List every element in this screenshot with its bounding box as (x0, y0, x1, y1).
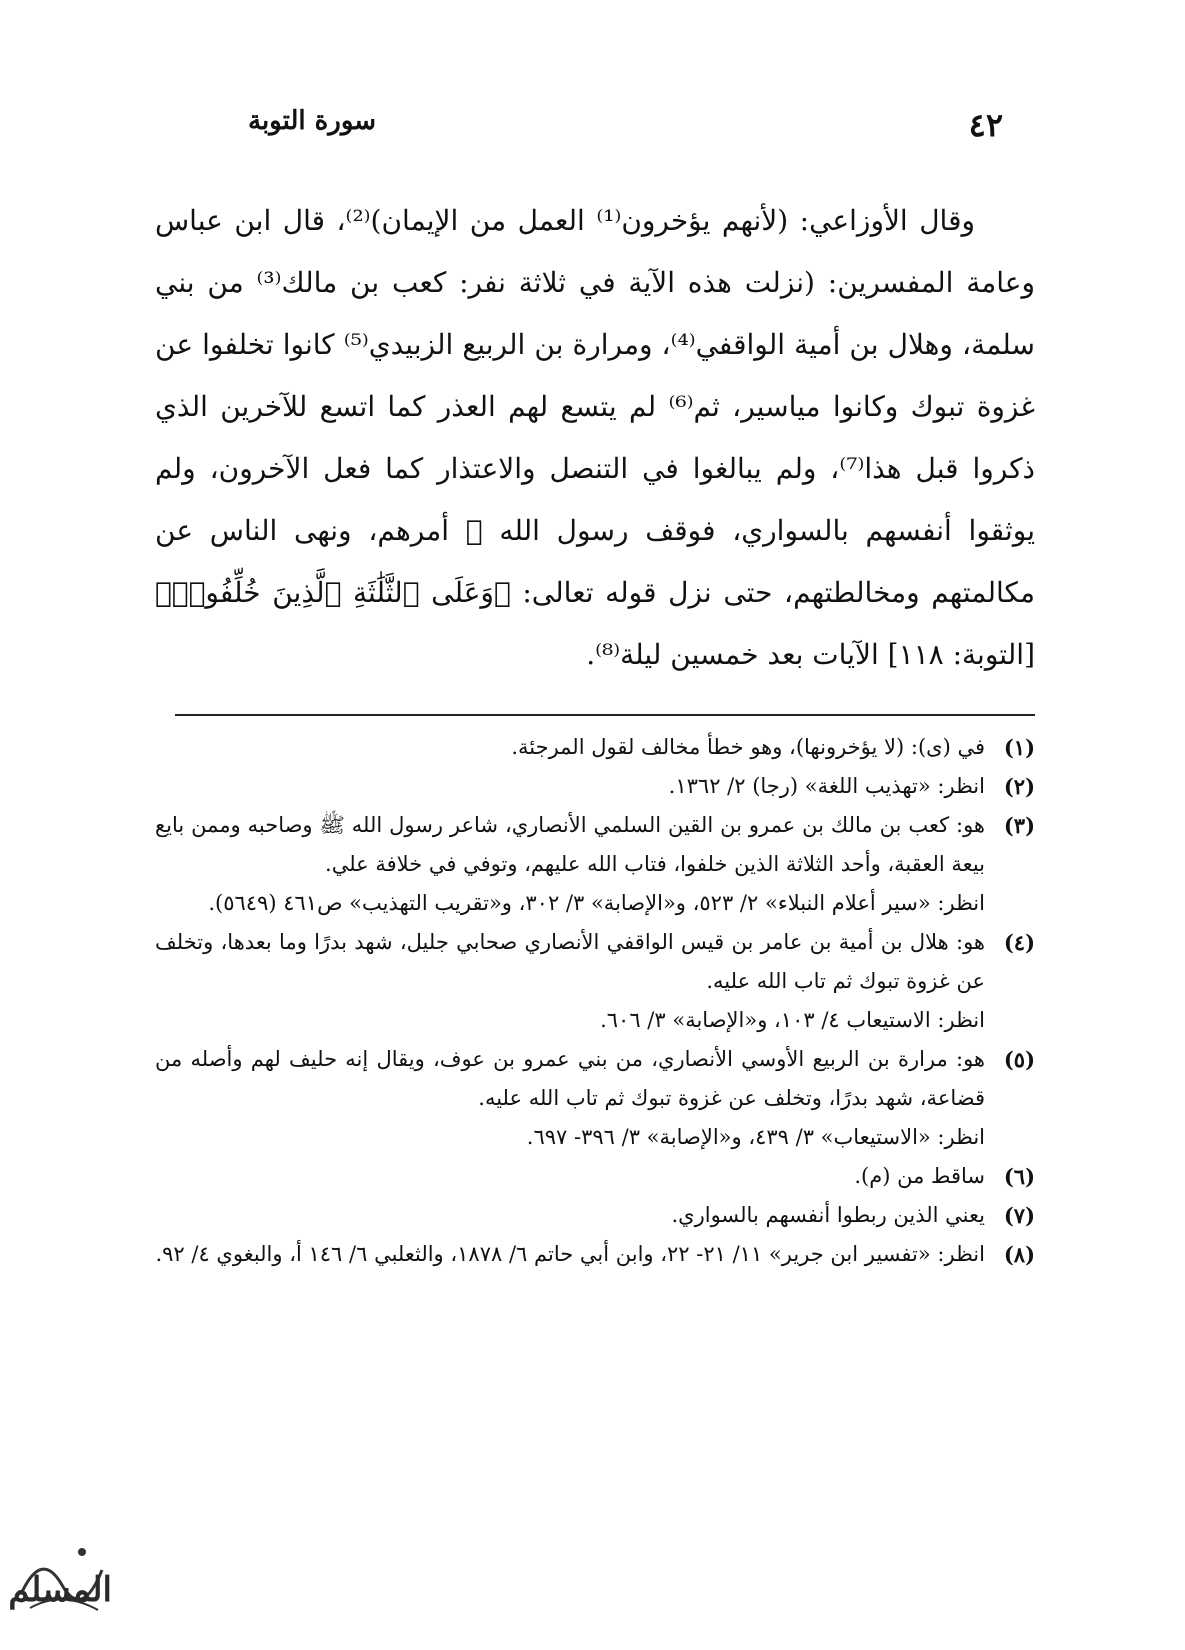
footnote-text (155, 1196, 985, 1235)
footnote-line: انظر: «الاستيعاب» ٣/ ٤٣٩، و«الإصابة» ٣/ ٣٩٦- ٦٩٧. (526, 1125, 985, 1149)
footnote-8 (155, 1235, 1035, 1274)
stamp-text: المسلم (8, 1570, 112, 1610)
footnote-6 (155, 1157, 1035, 1196)
footnote-line: انظر: «تهذيب اللغة» (رجا) ٢/ ١٣٦٢. (668, 774, 985, 798)
footnote-line: هو: كعب بن مالك بن عمرو بن القين السلمي الأنصاري، شاعر رسول الله ﷺ وصاحبه وممن بايع بيعة العقبة، وأحد الثلاثة الذين خلفوا، فتاب الله عليهم، وتوفي في خلافة علي. (155, 813, 985, 876)
footnote-2 (155, 767, 1035, 806)
footnote-1 (155, 728, 1035, 767)
footnote-7 (155, 1196, 1035, 1235)
footnote-number: (٥) (1003, 1047, 1035, 1072)
library-stamp-icon (8, 1530, 112, 1630)
footnote-line: هو: هلال بن أمية بن عامر بن قيس الواقفي الأنصاري صحابي جليل، شهد بدرًا وما بعدها، وتخلف عن غزوة تبوك ثم تاب الله عليه. (155, 930, 985, 993)
running-title: سورة التوبة (248, 106, 377, 136)
footnote-3 (155, 806, 1035, 923)
footnote-text (155, 806, 985, 923)
footnote-line: انظر: الاستيعاب ٤/ ١٠٣، و«الإصابة» ٣/ ٦٠٦. (600, 1008, 985, 1032)
footnote-number: (٦) (1003, 1164, 1035, 1189)
footnote-number: (٧) (1003, 1203, 1035, 1228)
footnote-line: ساقط من (م). (854, 1164, 985, 1188)
footnote-line: في (ى): (لا يؤخرونها)، وهو خطأ مخالف لقول المرجئة. (511, 735, 985, 759)
main-text (155, 190, 1035, 686)
footnotes (155, 728, 1035, 1274)
footnote-line: هو: مرارة بن الربيع الأوسي الأنصاري، من بني عمرو بن عوف، ويقال إنه حليف لهم وأصله من قضاعة، شهد بدرًا، وتخلف عن غزوة تبوك ثم تاب الله عليه. (155, 1047, 985, 1110)
footnote-text (155, 923, 985, 1040)
footnote-line: انظر: «سير أعلام النبلاء» ٢/ ٥٢٣، و«الإصابة» ٣/ ٣٠٢، و«تقريب التهذيب» ص٤٦١ (٥٦٤٩). (208, 891, 985, 915)
footnote-number: (٨) (1003, 1242, 1035, 1267)
footnote-divider (175, 714, 1035, 716)
footnote-line: انظر: «تفسير ابن جرير» ١١/ ٢١- ٢٢، وابن أبي حاتم ٦/ ١٨٧٨، والثعلبي ٦/ ١٤٦ أ، والبغوي ٤/ ٩٢. (155, 1242, 985, 1266)
footnote-text (155, 1235, 985, 1274)
footnote-5 (155, 1040, 1035, 1157)
main-paragraph: وقال الأوزاعي: (لأنهم يؤخرون⁽¹⁾ العمل من الإيمان)⁽²⁾، قال ابن عباس وعامة المفسرين: (نزلت هذه الآية في ثلاثة نفر: كعب بن مالك⁽³⁾ من بني سلمة، وهلال بن أمية الواقفي⁽⁴⁾، ومرارة بن الربيع الزبيدي⁽⁵⁾ كانوا تخلفوا عن غزوة تبوك وكانوا مياسير، ثم⁽⁶⁾ لم يتسع لهم العذر كما اتسع للآخرين الذي ذكروا قبل هذا⁽⁷⁾، ولم يبالغوا في التنصل والاعتذار كما فعل الآخرون، ولم يوثقوا أنفسهم بالسواري، فوقف رسول الله ﷺ أمرهم، ونهى الناس عن مكالمتهم ومخالطتهم، حتى نزل قوله تعالى: ﴿وَعَلَى ٱلثَّلَٰثَةِ ٱلَّذِينَ خُلِّفُوا۟﴾ [التوبة: ١١٨] الآيات بعد خمسين ليلة⁽⁸⁾. (155, 204, 1035, 671)
footnote-text (155, 1040, 985, 1157)
page-header (150, 100, 1035, 150)
footnote-number: (٣) (1003, 813, 1035, 838)
footnote-text (155, 728, 985, 767)
footnote-line: يعني الذين ربطوا أنفسهم بالسواري. (671, 1203, 985, 1227)
page-number: ٤٢ (968, 106, 1003, 144)
footnote-4 (155, 923, 1035, 1040)
footnote-number: (١) (1003, 735, 1035, 760)
footnote-text (155, 767, 985, 806)
footnote-text (155, 1157, 985, 1196)
footnote-number: (٤) (1003, 930, 1035, 955)
footnote-number: (٢) (1003, 774, 1035, 799)
